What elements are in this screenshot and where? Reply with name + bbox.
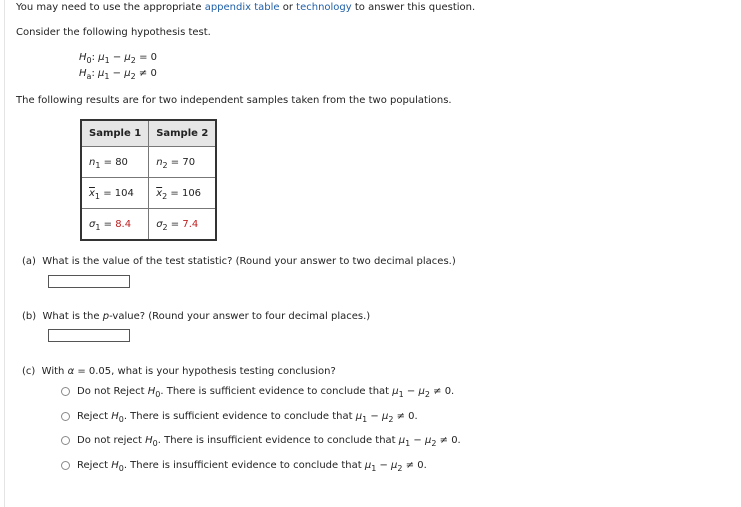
ha-mu2-sub: 2 xyxy=(130,72,136,81)
sigma2-sub: 2 xyxy=(162,222,168,232)
n1-sub: 1 xyxy=(95,160,101,170)
sigma1-eq: = xyxy=(100,218,116,230)
results-text: The following results are for two independent samples taken from the two populations. xyxy=(16,95,452,106)
sample-table xyxy=(80,119,217,241)
consider-text: Consider the following hypothesis test. xyxy=(16,27,211,38)
part-b-suffix: -value? (Round your answer to four decimal places.) xyxy=(109,311,371,322)
part-c-suffix: = 0.05, what is your hypothesis testing conclusion? xyxy=(74,366,336,377)
part-b-prefix: What is the xyxy=(42,311,103,322)
x2-eq: = xyxy=(167,187,182,199)
part-a-question xyxy=(22,256,456,267)
cell-n1 xyxy=(81,147,149,178)
h0-relation: = 0 xyxy=(139,52,157,63)
h0-colon: : xyxy=(91,52,95,63)
option-4-minus: − xyxy=(376,460,392,471)
option-3-end: ≠ 0. xyxy=(436,435,461,446)
option-1-label[interactable] xyxy=(77,386,454,397)
table-header-row xyxy=(81,120,216,147)
part-a-text: What is the value of the test statistic? (Round your answer to two decimal places.) xyxy=(42,256,456,267)
table-row xyxy=(81,209,216,241)
option-4-h: H xyxy=(111,460,119,471)
option-2-pre: Reject xyxy=(77,411,112,422)
option-2-radio[interactable] xyxy=(61,412,70,421)
h0-mu2-sub: 2 xyxy=(130,56,136,65)
x1-symbol: $\overline{x}$ xyxy=(89,187,95,199)
option-4-mu2: μ xyxy=(391,460,398,471)
x1-sub: 1 xyxy=(94,191,101,201)
p-value-input[interactable] xyxy=(48,329,130,342)
intro-suffix: to answer this question. xyxy=(351,2,476,13)
part-a-label: (a) xyxy=(22,256,36,267)
option-1-minus: − xyxy=(403,386,419,397)
option-1-h-sub: 0 xyxy=(155,390,161,399)
h0-subscript: 0 xyxy=(86,56,92,65)
cell-n2 xyxy=(149,147,217,178)
option-1-mu1-sub: 1 xyxy=(398,390,404,399)
h0-mu2: μ xyxy=(124,52,131,63)
x1-value: 104 xyxy=(114,187,134,199)
option-1-radio[interactable] xyxy=(61,387,70,396)
intro-middle: or xyxy=(279,2,297,13)
option-3-mid: . There is insufficient evidence to conclude that xyxy=(157,435,399,446)
sigma1-value: 8.4 xyxy=(115,218,132,230)
option-3-label[interactable] xyxy=(77,435,461,446)
n2-symbol: n xyxy=(156,156,163,168)
n2-sub: 2 xyxy=(162,160,168,170)
option-2-mu2-sub: 2 xyxy=(388,415,394,424)
h0-mu1: μ xyxy=(98,52,105,63)
option-2-end: ≠ 0. xyxy=(393,411,418,422)
option-2-h-sub: 0 xyxy=(118,415,124,424)
part-b-question xyxy=(22,311,370,322)
option-4-end: ≠ 0. xyxy=(402,460,427,471)
n1-symbol: n xyxy=(89,156,96,168)
sigma2-value: 7.4 xyxy=(182,218,199,230)
x2-symbol: $\overline{x}$ xyxy=(156,187,163,199)
h0-mu1-sub: 1 xyxy=(104,56,110,65)
option-1-end: ≠ 0. xyxy=(429,386,455,397)
h0-minus: − xyxy=(112,52,122,63)
intro-prefix: You may need to use the appropriate xyxy=(16,2,205,13)
alternative-hypothesis xyxy=(79,68,157,79)
sigma2-symbol: σ xyxy=(156,218,163,230)
option-2-h: H xyxy=(111,411,119,422)
option-1-pre: Do not Reject xyxy=(77,386,148,397)
cell-x1 xyxy=(81,178,149,209)
n2-value: 70 xyxy=(182,156,196,168)
x2-sub: 2 xyxy=(162,191,168,201)
test-statistic-input[interactable] xyxy=(48,275,130,288)
table-row xyxy=(81,178,216,209)
option-2-mu2: μ xyxy=(381,411,389,422)
option-2-minus: − xyxy=(367,411,382,422)
n1-eq: = xyxy=(100,156,116,168)
part-b-p: p xyxy=(102,311,110,322)
option-2-mu1-sub: 1 xyxy=(362,415,368,424)
option-4-mu2-sub: 2 xyxy=(397,464,403,473)
cell-x2 xyxy=(149,178,217,209)
sigma2-eq: = xyxy=(167,218,183,230)
option-4-h-sub: 0 xyxy=(118,464,124,473)
option-4-mid: . There is insufficient evidence to conclude that xyxy=(123,460,365,471)
option-2-mu1: μ xyxy=(355,411,363,422)
part-c-prefix: With xyxy=(41,366,68,377)
h0-symbol: H xyxy=(79,52,87,63)
option-4-label[interactable] xyxy=(77,460,427,471)
ha-colon: : xyxy=(91,68,95,79)
ha-symbol: H xyxy=(79,68,87,79)
option-3-h: H xyxy=(145,435,153,446)
option-3-mu2-sub: 2 xyxy=(431,439,437,448)
option-3-minus: − xyxy=(410,435,425,446)
ha-minus: − xyxy=(112,68,122,79)
option-3-h-sub: 0 xyxy=(152,439,158,448)
n1-value: 80 xyxy=(115,156,128,168)
option-3-mu2: μ xyxy=(424,435,432,446)
option-4-pre: Reject xyxy=(77,460,112,471)
null-hypothesis xyxy=(79,52,157,63)
option-4-mu1: μ xyxy=(364,460,372,471)
option-1-h: H xyxy=(147,386,156,397)
cell-sigma2 xyxy=(149,209,217,241)
part-c-question xyxy=(22,366,336,377)
table-row xyxy=(81,147,216,178)
sigma1-symbol: σ xyxy=(89,218,96,230)
option-2-mid: . There is sufficient evidence to conclude that xyxy=(123,411,356,422)
x2-value: 106 xyxy=(181,187,202,199)
ha-mu1-sub: 1 xyxy=(104,72,110,81)
n2-eq: = xyxy=(167,156,183,168)
sigma1-sub: 1 xyxy=(95,222,101,232)
ha-mu2: μ xyxy=(124,68,131,79)
appendix-table-link[interactable]: appendix table xyxy=(204,2,280,13)
cell-sigma1 xyxy=(81,209,149,241)
technology-link[interactable]: technology xyxy=(296,2,352,13)
option-2-label[interactable] xyxy=(77,411,418,422)
ha-relation: ≠ 0 xyxy=(138,68,157,79)
header-sample-2: Sample 2 xyxy=(149,120,217,147)
option-3-radio[interactable] xyxy=(61,436,70,445)
header-sample-1: Sample 1 xyxy=(81,120,149,147)
option-3-mu1: μ xyxy=(398,435,406,446)
option-1-mu1: μ xyxy=(392,386,399,397)
ha-subscript: a xyxy=(86,72,92,81)
option-4-mu1-sub: 1 xyxy=(371,464,377,473)
option-3-pre: Do not reject xyxy=(77,435,146,446)
intro-text xyxy=(16,2,475,13)
x1-eq: = xyxy=(100,187,115,199)
part-b-label: (b) xyxy=(22,311,37,322)
part-c-label: (c) xyxy=(22,366,36,377)
option-1-mu2: μ xyxy=(418,386,425,397)
option-3-mu1-sub: 1 xyxy=(405,439,411,448)
option-1-mu2-sub: 2 xyxy=(424,390,430,399)
alpha-symbol: α xyxy=(67,366,75,377)
option-1-mid: . There is sufficient evidence to conclude that xyxy=(160,386,393,397)
ha-mu1: μ xyxy=(98,68,105,79)
option-4-radio[interactable] xyxy=(61,461,70,470)
